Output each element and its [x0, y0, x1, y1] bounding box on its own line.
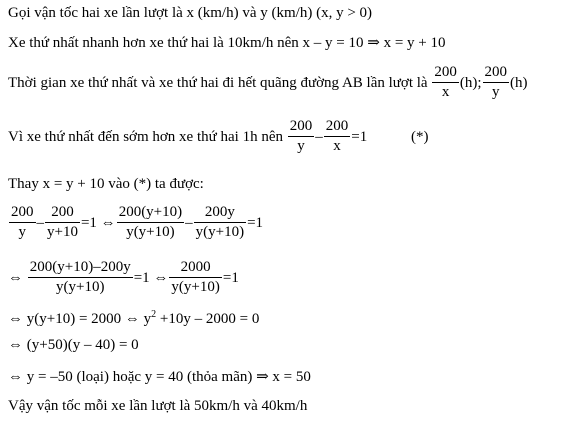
fraction: $\frac{2000}{y(y+10)}$: [171, 259, 220, 295]
line-4: Vì xe thứ nhất đến sớm hơn xe thứ hai 1h nên $\frac{200}{y}$ – $\frac{200}{x}$ =1 (*): [8, 118, 429, 154]
fraction: $\frac{200(y+10)}{y(y+10)}$: [118, 204, 183, 240]
line-4-text: Vì xe thứ nhất đến sớm hơn xe thứ hai 1h nên: [8, 128, 283, 145]
fraction: $\frac{200}{y}$: [484, 64, 507, 100]
line-11: Vậy vận tốc mỗi xe lần lượt là 50km/h và 40km/h: [8, 398, 308, 414]
fraction: $\frac{200(y+10)-200y}{y(y+10)}$: [29, 259, 131, 295]
line-1: Gọi vận tốc hai xe lần lượt là x (km/h) và y (km/h) (x, y > 0): [8, 5, 373, 21]
fraction: $\frac{200y}{y(y+10)}$: [195, 204, 245, 240]
line-8: ⇔ y(y+10) = 2000 ⇔ $y^2 +10y - 2000 = 0$: [8, 309, 260, 327]
fraction: $\frac{200}{x}$: [325, 118, 349, 154]
line-7: ⇔ $\frac{200(y+10)-200y}{y(y+10)}$ =1 ⇔ $\frac{2000}{y(y+10)}$ =1: [8, 259, 239, 295]
line-3: [8, 64, 528, 101]
unit: (h);: [459, 74, 482, 91]
line-10: ⇔ y = –50 (loại) hoặc y = 40 (thỏa mãn) ⇒ x = 50: [8, 369, 311, 385]
fraction: $\frac{200}{y}$: [11, 204, 34, 240]
unit: (h): [510, 74, 528, 91]
line-2: Xe thứ nhất nhanh hơn xe thứ hai là 10km/h nên x – y = 10 ⇒ x = y + 10: [8, 35, 446, 51]
line-9: ⇔ (y+50)(y – 40) = 0: [8, 337, 139, 353]
fraction: $\frac{200}{y}$: [289, 118, 313, 154]
line-5: Thay x = y + 10 vào (*) ta được:: [8, 176, 204, 192]
fraction: $\frac{200}{x}$: [434, 64, 457, 100]
fraction: $\frac{200}{y+10}$: [47, 204, 78, 240]
equation-ref: (*): [410, 128, 429, 145]
line-3-text: Thời gian xe thứ nhất và xe thứ hai đi hết quãng đường AB lần lượt là: [8, 74, 428, 91]
line-6: $\frac{200}{y}$ – $\frac{200}{y+10}$ =1 ⇔ $\frac{200(y+10)}{y(y+10)}$ – $\frac{200y}{y(y+10)}$ =1: [11, 204, 264, 240]
